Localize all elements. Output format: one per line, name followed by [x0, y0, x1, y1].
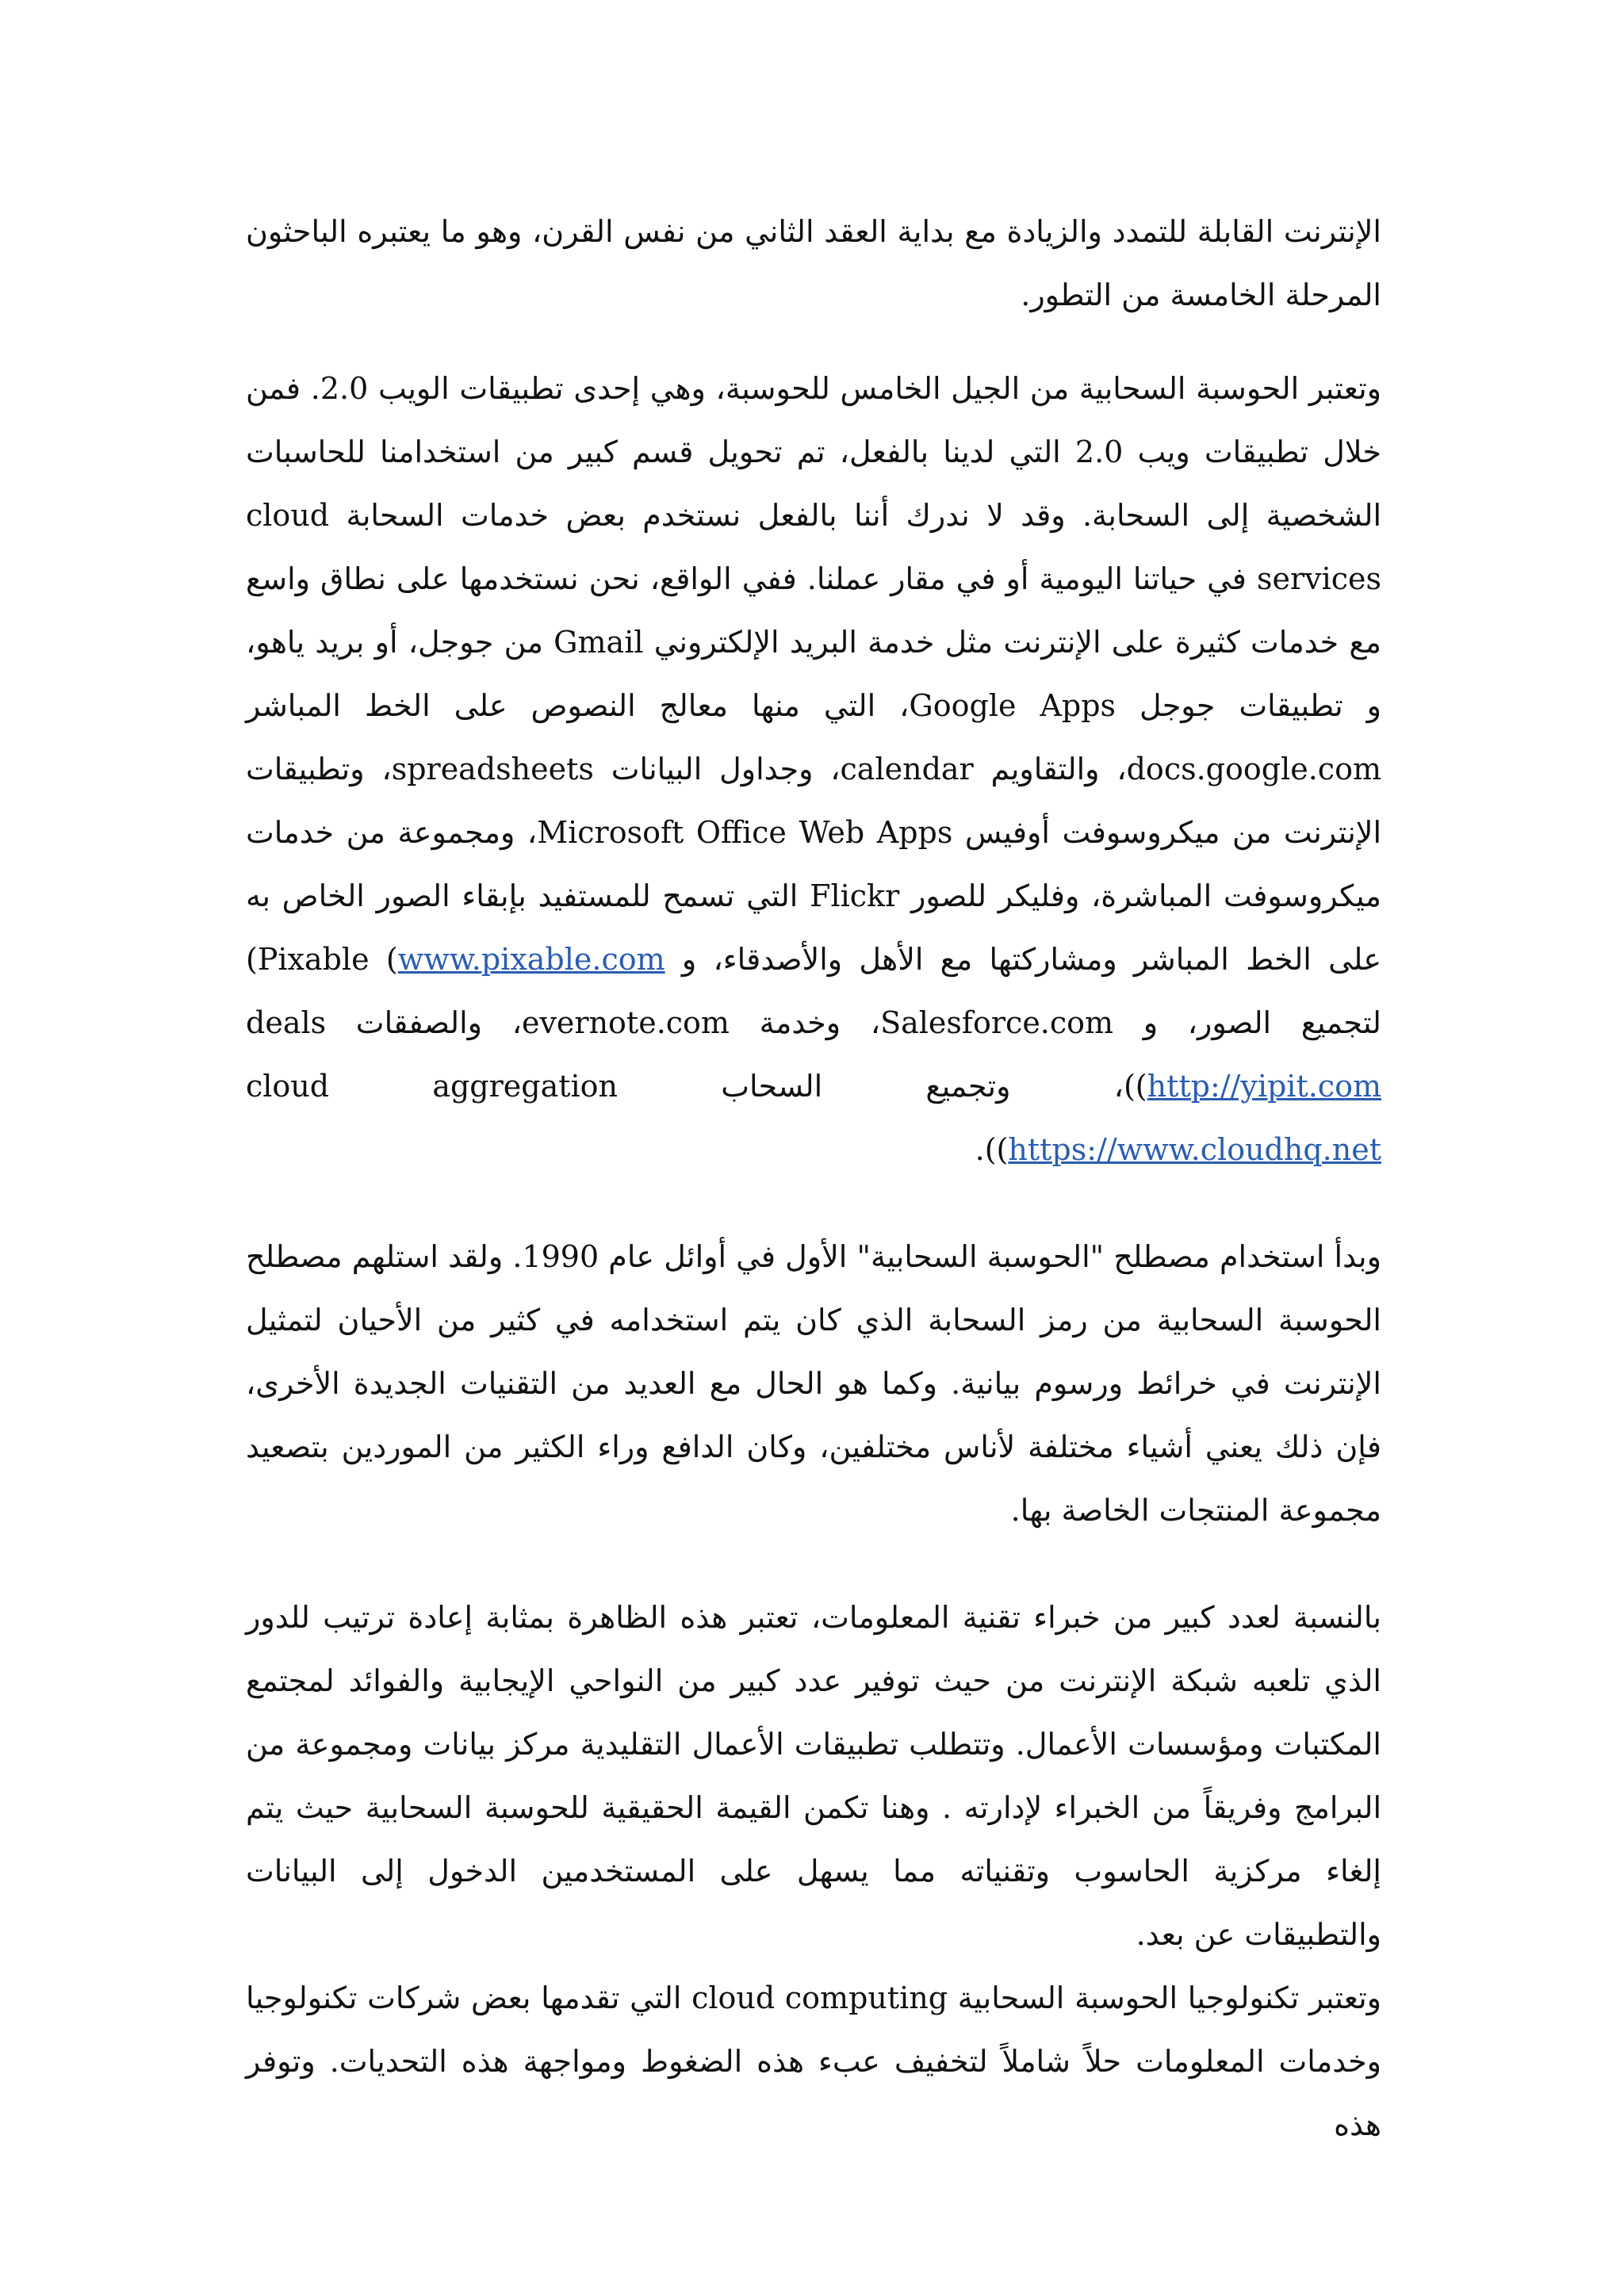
paragraph-2-after-pixable: لتجميع الصور، و Salesforce.com، وخدمة evernote.com، والصفقات deals [246, 1005, 1381, 1040]
paragraph-3-text: وبدأ استخدام مصطلح "الحوسبة السحابية" الأول في أوائل عام 1990. ولقد استلهم مصطلح الحوسبة السحابية من رمز السحابة الذي كان يتم استخدامه في كثير من الأحيان لتمثيل الإنترنت في خرائط ورسوم بيانية. وكما هو الحال مع العديد من التقنيات الجديدة الأخرى، فإن ذلك يعني أشياء مختلفة لأناس مختلفين، وكان الدافع وراء الكثير من الموردين بتصعيد مجموعة المنتجات الخاصة بها. [246, 1239, 1381, 1528]
paragraph-5-text: وتعتبر تكنولوجيا الحوسبة السحابية cloud computing التي تقدمها بعض شركات تكنولوجيا وخدمات المعلومات حلاً شاملاً لتخفيف عبء هذه الضغوط ومواجهة هذه التحديات. وتوفر هذه [246, 1980, 1382, 2142]
paragraph-term-origin [246, 1225, 1381, 1542]
paragraph-intro [246, 200, 1381, 327]
paragraph-4-text: بالنسبة لعدد كبير من خبراء تقنية المعلومات، تعتبر هذه الظاهرة بمثابة إعادة ترتيب للدور الذي تلعبه شبكة الإنترنت من حيث توفير عدد كبير من النواحي الإيجابية والفوائد لمجتمع المكتبات ومؤسسات الأعمال. وتتطلب تطبيقات الأعمال التقليدية مركز بيانات ومجموعة من البرامج وفريقاً من الخبراء لإدارته . وهنا تكمن القيمة الحقيقية للحوسبة السحابية حيث يتم إلغاء مركزية الحاسوب وتقنياته مما يسهل على المستخدمين الدخول إلى البيانات والتطبيقات عن بعد. [246, 1600, 1381, 1952]
link-yipit[interactable]: http://yipit.com [1147, 1069, 1381, 1104]
paragraph-2-after-yipit: ، وتجميع السحاب cloud aggregation [246, 1069, 1124, 1104]
paragraph-1-text: الإنترنت القابلة للتمدد والزيادة مع بداية العقد الثاني من نفس القرن، وهو ما يعتبره الباحثون المرحلة الخامسة من التطور. [246, 214, 1381, 312]
paragraph-2-text: وتعتبر الحوسبة السحابية من الجيل الخامس للحوسبة، وهي إحدى تطبيقات الويب 2.0. فمن خلال تطبيقات ويب 2.0 التي لدينا بالفعل، تم تحويل قسم كبير من استخدامنا للحاسبات الشخصية إلى السحابة. وقد لا ندرك أننا بالفعل نستخدم بعض خدمات السحابة cloud services في حياتنا اليومية أو في مقار عملنا. ففي الواقع، نحن نستخدمها على نطاق واسع مع خدمات كثيرة على الإنترنت مثل خدمة البريد الإلكتروني Gmail من جوجل، أو بريد ياهو، و تطبيقات جوجل Google Apps، التي منها معالج النصوص على الخط المباشر docs.google.com، والتقاويم calendar، وجداول البيانات spreadsheets، وتطبيقات الإنترنت من ميكروسوفت أوفيس Microsoft Office Web Apps، ومجموعة من خدمات ميكروسوفت المباشرة، وفليكر للصور Flickr التي تسمح للمستفيد بإبقاء الصور الخاص به على الخط المباشر ومشاركتها مع الأهل والأصدقاء، و Pixable [246, 371, 1382, 977]
paragraph-cloud-generation: وتعتبر الحوسبة السحابية من الجيل الخامس للحوسبة، وهي إحدى تطبيقات الويب 2.0. فمن خلال تطبيقات ويب 2.0 التي لدينا بالفعل، تم تحويل قسم كبير من استخدامنا للحاسبات الشخصية إلى السحابة. وقد لا ندرك أننا بالفعل نستخدم بعض خدمات السحابة cloud services في حياتنا اليومية أو في مقار عملنا. ففي الواقع، نحن نستخدمها على نطاق واسع مع خدمات كثيرة على الإنترنت مثل خدمة البريد الإلكتروني Gmail من جوجل، أو بريد ياهو، و تطبيقات جوجل Google Apps، التي منها معالج النصوص على الخط المباشر docs.google.com، والتقاويم calendar، وجداول البيانات spreadsheets، وتطبيقات الإنترنت من ميكروسوفت أوفيس Microsoft Office Web Apps، ومجموعة من خدمات ميكروسوفت المباشرة، وفليكر للصور Flickr التي تسمح للمستفيد بإبقاء الصور الخاص به على الخط المباشر ومشاركتها مع الأهل والأصدقاء، و Pixable (www.pixable.com) لتجميع الصور، و Salesforce.com، وخدمة evernote.com، والصفقات deals (http://yipit.com)، وتجميع السحاب cloud aggregation (https://www.cloudhq.net). [246, 371, 1382, 1167]
link-cloudhq[interactable]: https://www.cloudhq.net [1008, 1132, 1381, 1167]
paragraph-it-experts [246, 1586, 1381, 2156]
link-pixable[interactable]: www.pixable.com [397, 942, 665, 977]
